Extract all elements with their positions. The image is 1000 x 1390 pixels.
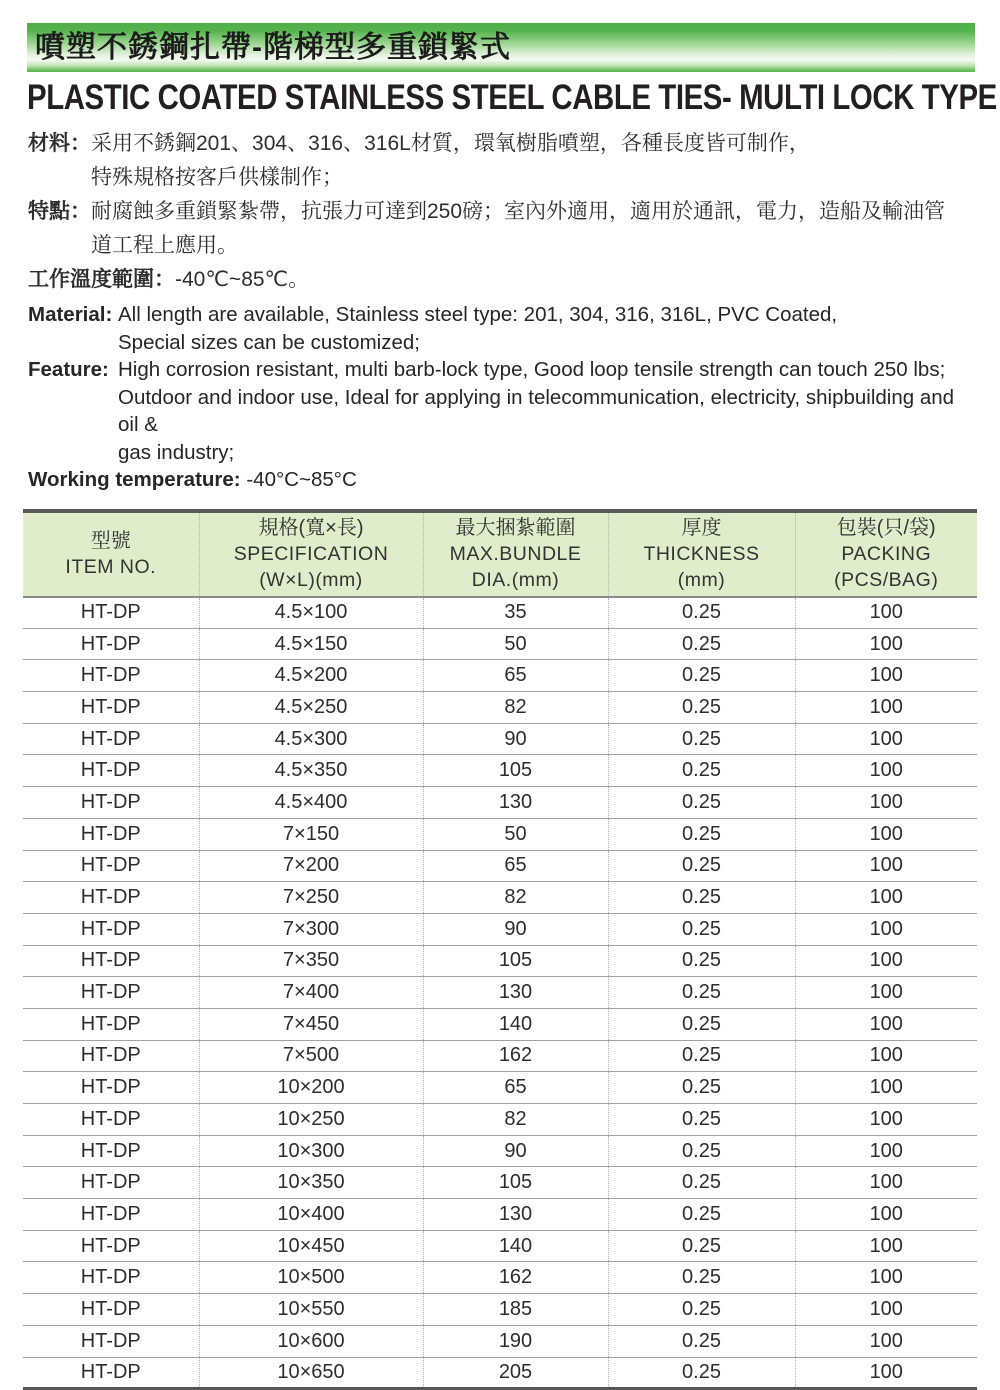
table-row bbox=[23, 1294, 977, 1326]
table-cell: HT-DP bbox=[23, 850, 199, 882]
table-header-cell bbox=[199, 511, 423, 597]
table-cell: 100 bbox=[795, 1167, 977, 1199]
header-unit-text: (W×L)(mm) bbox=[200, 567, 423, 593]
table-cell: 185 bbox=[423, 1294, 608, 1326]
table-cell: 4.5×350 bbox=[199, 755, 423, 787]
table-cell: HT-DP bbox=[23, 1199, 199, 1231]
table-cell: 7×350 bbox=[199, 945, 423, 977]
table-cell: HT-DP bbox=[23, 787, 199, 819]
table-cell: 0.25 bbox=[608, 818, 795, 850]
table-cell: 100 bbox=[795, 1135, 977, 1167]
header-en-text: THICKNESS bbox=[609, 541, 795, 567]
feature-label-zh: 特點： bbox=[28, 195, 91, 263]
table-cell: 4.5×100 bbox=[199, 597, 423, 629]
table-cell: 0.25 bbox=[608, 723, 795, 755]
table-cell: 10×350 bbox=[199, 1167, 423, 1199]
table-cell: 0.25 bbox=[608, 1135, 795, 1167]
table-cell: HT-DP bbox=[23, 723, 199, 755]
table-cell: HT-DP bbox=[23, 1294, 199, 1326]
temperature-value-en: -40°C~85°C bbox=[241, 468, 357, 491]
page-title-en: PLASTIC COATED STAINLESS STEEL CABLE TIES- MULTI LOCK TYPE bbox=[27, 78, 825, 118]
table-cell: HT-DP bbox=[23, 597, 199, 629]
table-cell: HT-DP bbox=[23, 1325, 199, 1357]
table-row bbox=[23, 1199, 977, 1231]
header-zh-text: 厚度 bbox=[609, 515, 795, 541]
table-cell: HT-DP bbox=[23, 945, 199, 977]
table-cell: 100 bbox=[795, 755, 977, 787]
table-header-cell bbox=[423, 511, 608, 597]
description-zh bbox=[23, 127, 977, 297]
material-label-en: Material: bbox=[28, 301, 118, 356]
table-cell: 7×200 bbox=[199, 850, 423, 882]
temperature-value-zh: -40℃~85℃。 bbox=[175, 268, 309, 291]
table-cell: 50 bbox=[423, 818, 608, 850]
material-paragraph-en bbox=[28, 301, 977, 356]
table-cell: 130 bbox=[423, 787, 608, 819]
table-cell: 4.5×150 bbox=[199, 628, 423, 660]
table-cell: 105 bbox=[423, 755, 608, 787]
table-cell: 0.25 bbox=[608, 755, 795, 787]
table-cell: 0.25 bbox=[608, 597, 795, 629]
table-cell: 105 bbox=[423, 945, 608, 977]
table-cell: 0.25 bbox=[608, 977, 795, 1009]
header-unit-text: DIA.(mm) bbox=[424, 567, 608, 593]
header-zh-text: 規格(寬×長) bbox=[200, 515, 423, 541]
table-cell: 0.25 bbox=[608, 1325, 795, 1357]
table-cell: 130 bbox=[423, 977, 608, 1009]
table-cell: HT-DP bbox=[23, 1357, 199, 1389]
table-cell: 10×450 bbox=[199, 1230, 423, 1262]
table-cell: 0.25 bbox=[608, 882, 795, 914]
header-en-text: MAX.BUNDLE bbox=[424, 541, 608, 567]
table-cell: 100 bbox=[795, 945, 977, 977]
table-cell: 0.25 bbox=[608, 660, 795, 692]
table-cell: 100 bbox=[795, 723, 977, 755]
table-cell: 140 bbox=[423, 1230, 608, 1262]
table-cell: 82 bbox=[423, 1104, 608, 1136]
table-row bbox=[23, 628, 977, 660]
table-cell: HT-DP bbox=[23, 1135, 199, 1167]
table-cell: HT-DP bbox=[23, 882, 199, 914]
table-cell: 0.25 bbox=[608, 1294, 795, 1326]
table-cell: 10×200 bbox=[199, 1072, 423, 1104]
table-cell: 7×300 bbox=[199, 913, 423, 945]
title-bar bbox=[27, 23, 975, 72]
table-row bbox=[23, 1135, 977, 1167]
table-cell: 100 bbox=[795, 1008, 977, 1040]
table-cell: 100 bbox=[795, 1040, 977, 1072]
header-unit-text: (mm) bbox=[609, 567, 795, 593]
header-zh-text: 型號 bbox=[23, 528, 199, 554]
spec-table bbox=[23, 509, 977, 1390]
table-cell: 130 bbox=[423, 1199, 608, 1231]
table-cell: HT-DP bbox=[23, 1072, 199, 1104]
table-cell: 100 bbox=[795, 913, 977, 945]
table-row bbox=[23, 1040, 977, 1072]
table-header-row bbox=[23, 511, 977, 597]
material-label-zh: 材料： bbox=[28, 127, 91, 195]
table-cell: 90 bbox=[423, 723, 608, 755]
table-row bbox=[23, 1104, 977, 1136]
table-cell: 7×500 bbox=[199, 1040, 423, 1072]
table-row bbox=[23, 882, 977, 914]
feature-line2-zh: 道工程上應用。 bbox=[91, 229, 977, 263]
table-header-cell bbox=[23, 511, 199, 597]
table-cell: HT-DP bbox=[23, 818, 199, 850]
table-cell: 100 bbox=[795, 1199, 977, 1231]
table-cell: HT-DP bbox=[23, 1262, 199, 1294]
table-row bbox=[23, 1357, 977, 1389]
table-cell: 0.25 bbox=[608, 913, 795, 945]
material-paragraph-zh bbox=[28, 127, 977, 195]
table-row bbox=[23, 1325, 977, 1357]
table-cell: 100 bbox=[795, 818, 977, 850]
table-cell: 100 bbox=[795, 1072, 977, 1104]
table-cell: 10×600 bbox=[199, 1325, 423, 1357]
table-cell: 7×400 bbox=[199, 977, 423, 1009]
table-cell: 100 bbox=[795, 660, 977, 692]
table-cell: 4.5×250 bbox=[199, 692, 423, 724]
page-title-zh: 噴塑不銹鋼扎帶-階梯型多重鎖緊式 bbox=[35, 33, 511, 63]
description-en bbox=[23, 301, 977, 494]
table-cell: 82 bbox=[423, 692, 608, 724]
table-cell: HT-DP bbox=[23, 1230, 199, 1262]
table-cell: 162 bbox=[423, 1262, 608, 1294]
material-line1-zh: 采用不銹鋼201、304、316、316L材質，環氧樹脂噴塑，各種長度皆可制作， bbox=[91, 127, 977, 161]
table-row bbox=[23, 597, 977, 629]
table-cell: HT-DP bbox=[23, 755, 199, 787]
material-line1-en: All length are available, Stainless steel type: 201, 304, 316, 316L, PVC Coated, bbox=[118, 301, 977, 329]
table-cell: 100 bbox=[795, 850, 977, 882]
header-zh-text: 包裝(只/袋) bbox=[796, 515, 978, 541]
table-row bbox=[23, 913, 977, 945]
table-cell: 0.25 bbox=[608, 692, 795, 724]
table-cell: 65 bbox=[423, 660, 608, 692]
table-cell: 100 bbox=[795, 597, 977, 629]
material-line2-zh: 特殊規格按客戶供樣制作； bbox=[91, 161, 977, 195]
header-en-text: ITEM NO. bbox=[23, 554, 199, 580]
table-cell: 0.25 bbox=[608, 1104, 795, 1136]
table-row bbox=[23, 1262, 977, 1294]
spec-table-body bbox=[23, 597, 977, 1389]
table-row bbox=[23, 723, 977, 755]
table-cell: 0.25 bbox=[608, 1262, 795, 1294]
header-zh-text: 最大捆紮範圍 bbox=[424, 515, 608, 541]
header-en-text: SPECIFICATION bbox=[200, 541, 423, 567]
table-cell: 0.25 bbox=[608, 945, 795, 977]
table-cell: HT-DP bbox=[23, 628, 199, 660]
table-header-cell bbox=[608, 511, 795, 597]
table-cell: 0.25 bbox=[608, 787, 795, 819]
table-cell: 4.5×200 bbox=[199, 660, 423, 692]
table-cell: 100 bbox=[795, 1104, 977, 1136]
table-cell: 0.25 bbox=[608, 1040, 795, 1072]
table-cell: 100 bbox=[795, 977, 977, 1009]
table-row bbox=[23, 1072, 977, 1104]
material-line2-en: Special sizes can be customized; bbox=[118, 329, 977, 357]
table-cell: 0.25 bbox=[608, 1167, 795, 1199]
table-cell: 7×450 bbox=[199, 1008, 423, 1040]
table-row bbox=[23, 1008, 977, 1040]
table-cell: HT-DP bbox=[23, 1008, 199, 1040]
table-cell: HT-DP bbox=[23, 1040, 199, 1072]
table-cell: 100 bbox=[795, 1325, 977, 1357]
table-cell: 100 bbox=[795, 1294, 977, 1326]
table-cell: 50 bbox=[423, 628, 608, 660]
feature-line1-zh: 耐腐蝕多重鎖緊紮帶，抗張力可達到250磅；室內外適用，適用於通訊，電力，造船及輸油管 bbox=[91, 195, 977, 229]
table-cell: 100 bbox=[795, 1230, 977, 1262]
table-cell: HT-DP bbox=[23, 660, 199, 692]
table-cell: 0.25 bbox=[608, 1357, 795, 1389]
table-cell: 65 bbox=[423, 1072, 608, 1104]
table-row bbox=[23, 755, 977, 787]
table-cell: HT-DP bbox=[23, 1104, 199, 1136]
table-cell: 10×500 bbox=[199, 1262, 423, 1294]
table-header-cell bbox=[795, 511, 977, 597]
table-cell: 7×150 bbox=[199, 818, 423, 850]
table-cell: 100 bbox=[795, 1357, 977, 1389]
table-row bbox=[23, 692, 977, 724]
table-cell: 140 bbox=[423, 1008, 608, 1040]
feature-label-en: Feature: bbox=[28, 356, 118, 466]
table-cell: 162 bbox=[423, 1040, 608, 1072]
temperature-paragraph-en bbox=[28, 466, 977, 494]
table-row bbox=[23, 1230, 977, 1262]
temperature-label-zh: 工作溫度範圍： bbox=[28, 268, 175, 291]
table-cell: 0.25 bbox=[608, 1199, 795, 1231]
table-cell: 4.5×400 bbox=[199, 787, 423, 819]
table-cell: 100 bbox=[795, 882, 977, 914]
table-cell: 90 bbox=[423, 913, 608, 945]
table-row bbox=[23, 1167, 977, 1199]
table-cell: 100 bbox=[795, 692, 977, 724]
feature-paragraph-zh bbox=[28, 195, 977, 263]
table-cell: 90 bbox=[423, 1135, 608, 1167]
table-cell: 4.5×300 bbox=[199, 723, 423, 755]
table-row bbox=[23, 977, 977, 1009]
table-cell: HT-DP bbox=[23, 692, 199, 724]
table-cell: 82 bbox=[423, 882, 608, 914]
table-cell: 100 bbox=[795, 1262, 977, 1294]
temperature-label-en: Working temperature: bbox=[28, 468, 241, 491]
table-cell: HT-DP bbox=[23, 913, 199, 945]
feature-line1-en: High corrosion resistant, multi barb-lock type, Good loop tensile strength can touch 250 lbs; bbox=[118, 356, 977, 384]
table-cell: 205 bbox=[423, 1357, 608, 1389]
table-cell: 190 bbox=[423, 1325, 608, 1357]
table-cell: 7×250 bbox=[199, 882, 423, 914]
table-cell: 0.25 bbox=[608, 850, 795, 882]
header-en-text: PACKING bbox=[796, 541, 978, 567]
table-cell: 35 bbox=[423, 597, 608, 629]
header-unit-text: (PCS/BAG) bbox=[796, 567, 978, 593]
table-cell: 65 bbox=[423, 850, 608, 882]
feature-paragraph-en bbox=[28, 356, 977, 466]
table-cell: 10×400 bbox=[199, 1199, 423, 1231]
table-cell: 0.25 bbox=[608, 628, 795, 660]
feature-line2-en: Outdoor and indoor use, Ideal for applying in telecommunication, electricity, shipbuilding and oil & bbox=[118, 384, 977, 439]
table-row bbox=[23, 850, 977, 882]
table-cell: HT-DP bbox=[23, 1167, 199, 1199]
feature-line3-en: gas industry; bbox=[118, 439, 977, 467]
table-cell: 105 bbox=[423, 1167, 608, 1199]
table-cell: 0.25 bbox=[608, 1072, 795, 1104]
table-cell: 100 bbox=[795, 628, 977, 660]
table-cell: 10×650 bbox=[199, 1357, 423, 1389]
table-cell: 10×250 bbox=[199, 1104, 423, 1136]
table-cell: 100 bbox=[795, 787, 977, 819]
table-cell: 10×550 bbox=[199, 1294, 423, 1326]
table-row bbox=[23, 945, 977, 977]
table-row bbox=[23, 818, 977, 850]
table-cell: 0.25 bbox=[608, 1008, 795, 1040]
table-row bbox=[23, 787, 977, 819]
table-row bbox=[23, 660, 977, 692]
table-cell: 0.25 bbox=[608, 1230, 795, 1262]
table-cell: 10×300 bbox=[199, 1135, 423, 1167]
temperature-paragraph-zh bbox=[28, 263, 977, 297]
table-cell: HT-DP bbox=[23, 977, 199, 1009]
